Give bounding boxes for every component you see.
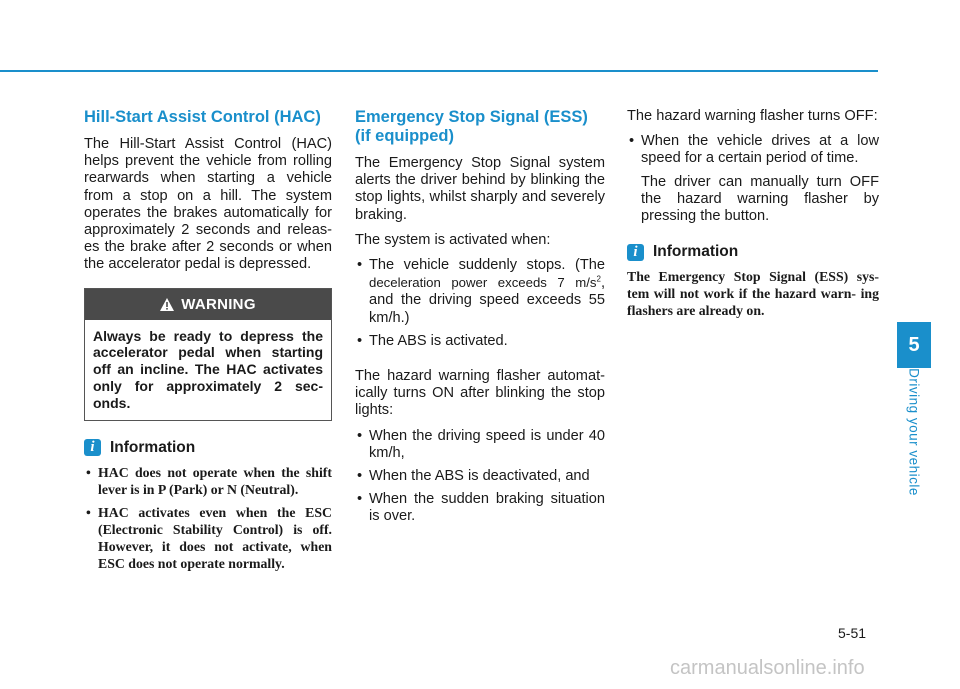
warning-text: Always be ready to depress the accelerator pedal when starting off an incline. The HAC activates only for approximately 2 sec- onds.: [93, 327, 323, 411]
item-sub: deceleration power exceeds 7 m/s: [369, 275, 597, 291]
ess-info-header: [627, 243, 879, 261]
list-item: • The ABS is activated.: [355, 333, 605, 350]
list-item: • When the driving speed is under 40 km/h,: [355, 428, 605, 462]
item-text: When the vehicle drives at a low speed for a certain period of time.: [641, 133, 879, 167]
item-after: , and the driving speed exceeds 55 km/h.): [369, 275, 605, 326]
list-item: • HAC does not operate when the shift lever is in P (Park) or N (Neutral).: [84, 464, 332, 498]
warning-triangle-icon: [160, 298, 174, 311]
item-text: The vehicle suddenly stops. (The: [369, 257, 605, 274]
hac-title: Hill-Start Assist Control (HAC): [84, 108, 321, 126]
hac-body: The Hill-Start Assist Control (HAC) helps prevent the vehicle from rolling rearwards when starting a vehicle from a stop on a hill. The system operates the brakes automatically for approximately 2 seconds and releas- es the brake after 2 seconds or when the accelerator pedal is depressed.: [84, 136, 332, 273]
warning-header: [85, 289, 331, 320]
top-rule: [0, 70, 878, 72]
list-item: • HAC activates even when the ESC (Electronic Stability Control) is off. However, it does not activate, when ESC does not operate normally.: [84, 504, 332, 572]
column-hazard-off: [627, 108, 879, 319]
chapter-label: Driving your vehicle: [906, 368, 922, 496]
info-icon: i: [627, 244, 644, 261]
list-item: • When the sudden braking situation is over.: [355, 491, 605, 525]
info-label: Information: [110, 438, 196, 456]
column-ess: [355, 108, 605, 534]
hazard-off-label: The hazard warning flasher turns OFF:: [627, 108, 878, 124]
ess-info-text: The Emergency Stop Signal (ESS) sys- tem will not work if the hazard warn- ing flashers are already on.: [627, 269, 879, 319]
hac-info-header: [84, 439, 332, 457]
chapter-tab: 5: [897, 322, 931, 368]
superscript: 2: [596, 274, 601, 284]
ess-hazard-on-label: The hazard warning flasher automat- ically turns ON after blinking the stop lights:: [355, 368, 605, 419]
ess-activated-label: The system is activated when:: [355, 231, 551, 248]
list-item: [627, 133, 879, 225]
column-hac: [84, 108, 332, 578]
ess-hazard-on-list: [355, 428, 605, 526]
hac-info-list: [84, 464, 332, 572]
warning-box: [84, 288, 332, 421]
info-icon: i: [84, 439, 101, 456]
ess-intro: The Emergency Stop Signal system alerts the driver behind by blinking the stop lights, whilst sharply and severely braking.: [355, 155, 605, 223]
info-label: Information: [653, 243, 739, 261]
watermark: carmanualsonline.info: [670, 657, 865, 679]
hazard-off-subtext: The driver can manually turn OFF the hazard warning flasher by pressing the button.: [641, 173, 879, 225]
ess-title: Emergency Stop Signal (ESS) (if equipped): [355, 108, 588, 145]
page-number: 5-51: [838, 625, 867, 641]
list-item: • When the ABS is deactivated, and: [355, 468, 605, 485]
list-item: [355, 257, 605, 327]
hazard-off-list: [627, 133, 879, 225]
warning-label: WARNING: [181, 295, 256, 313]
ess-activated-list: [355, 257, 605, 350]
item-subtext: [369, 275, 601, 290]
